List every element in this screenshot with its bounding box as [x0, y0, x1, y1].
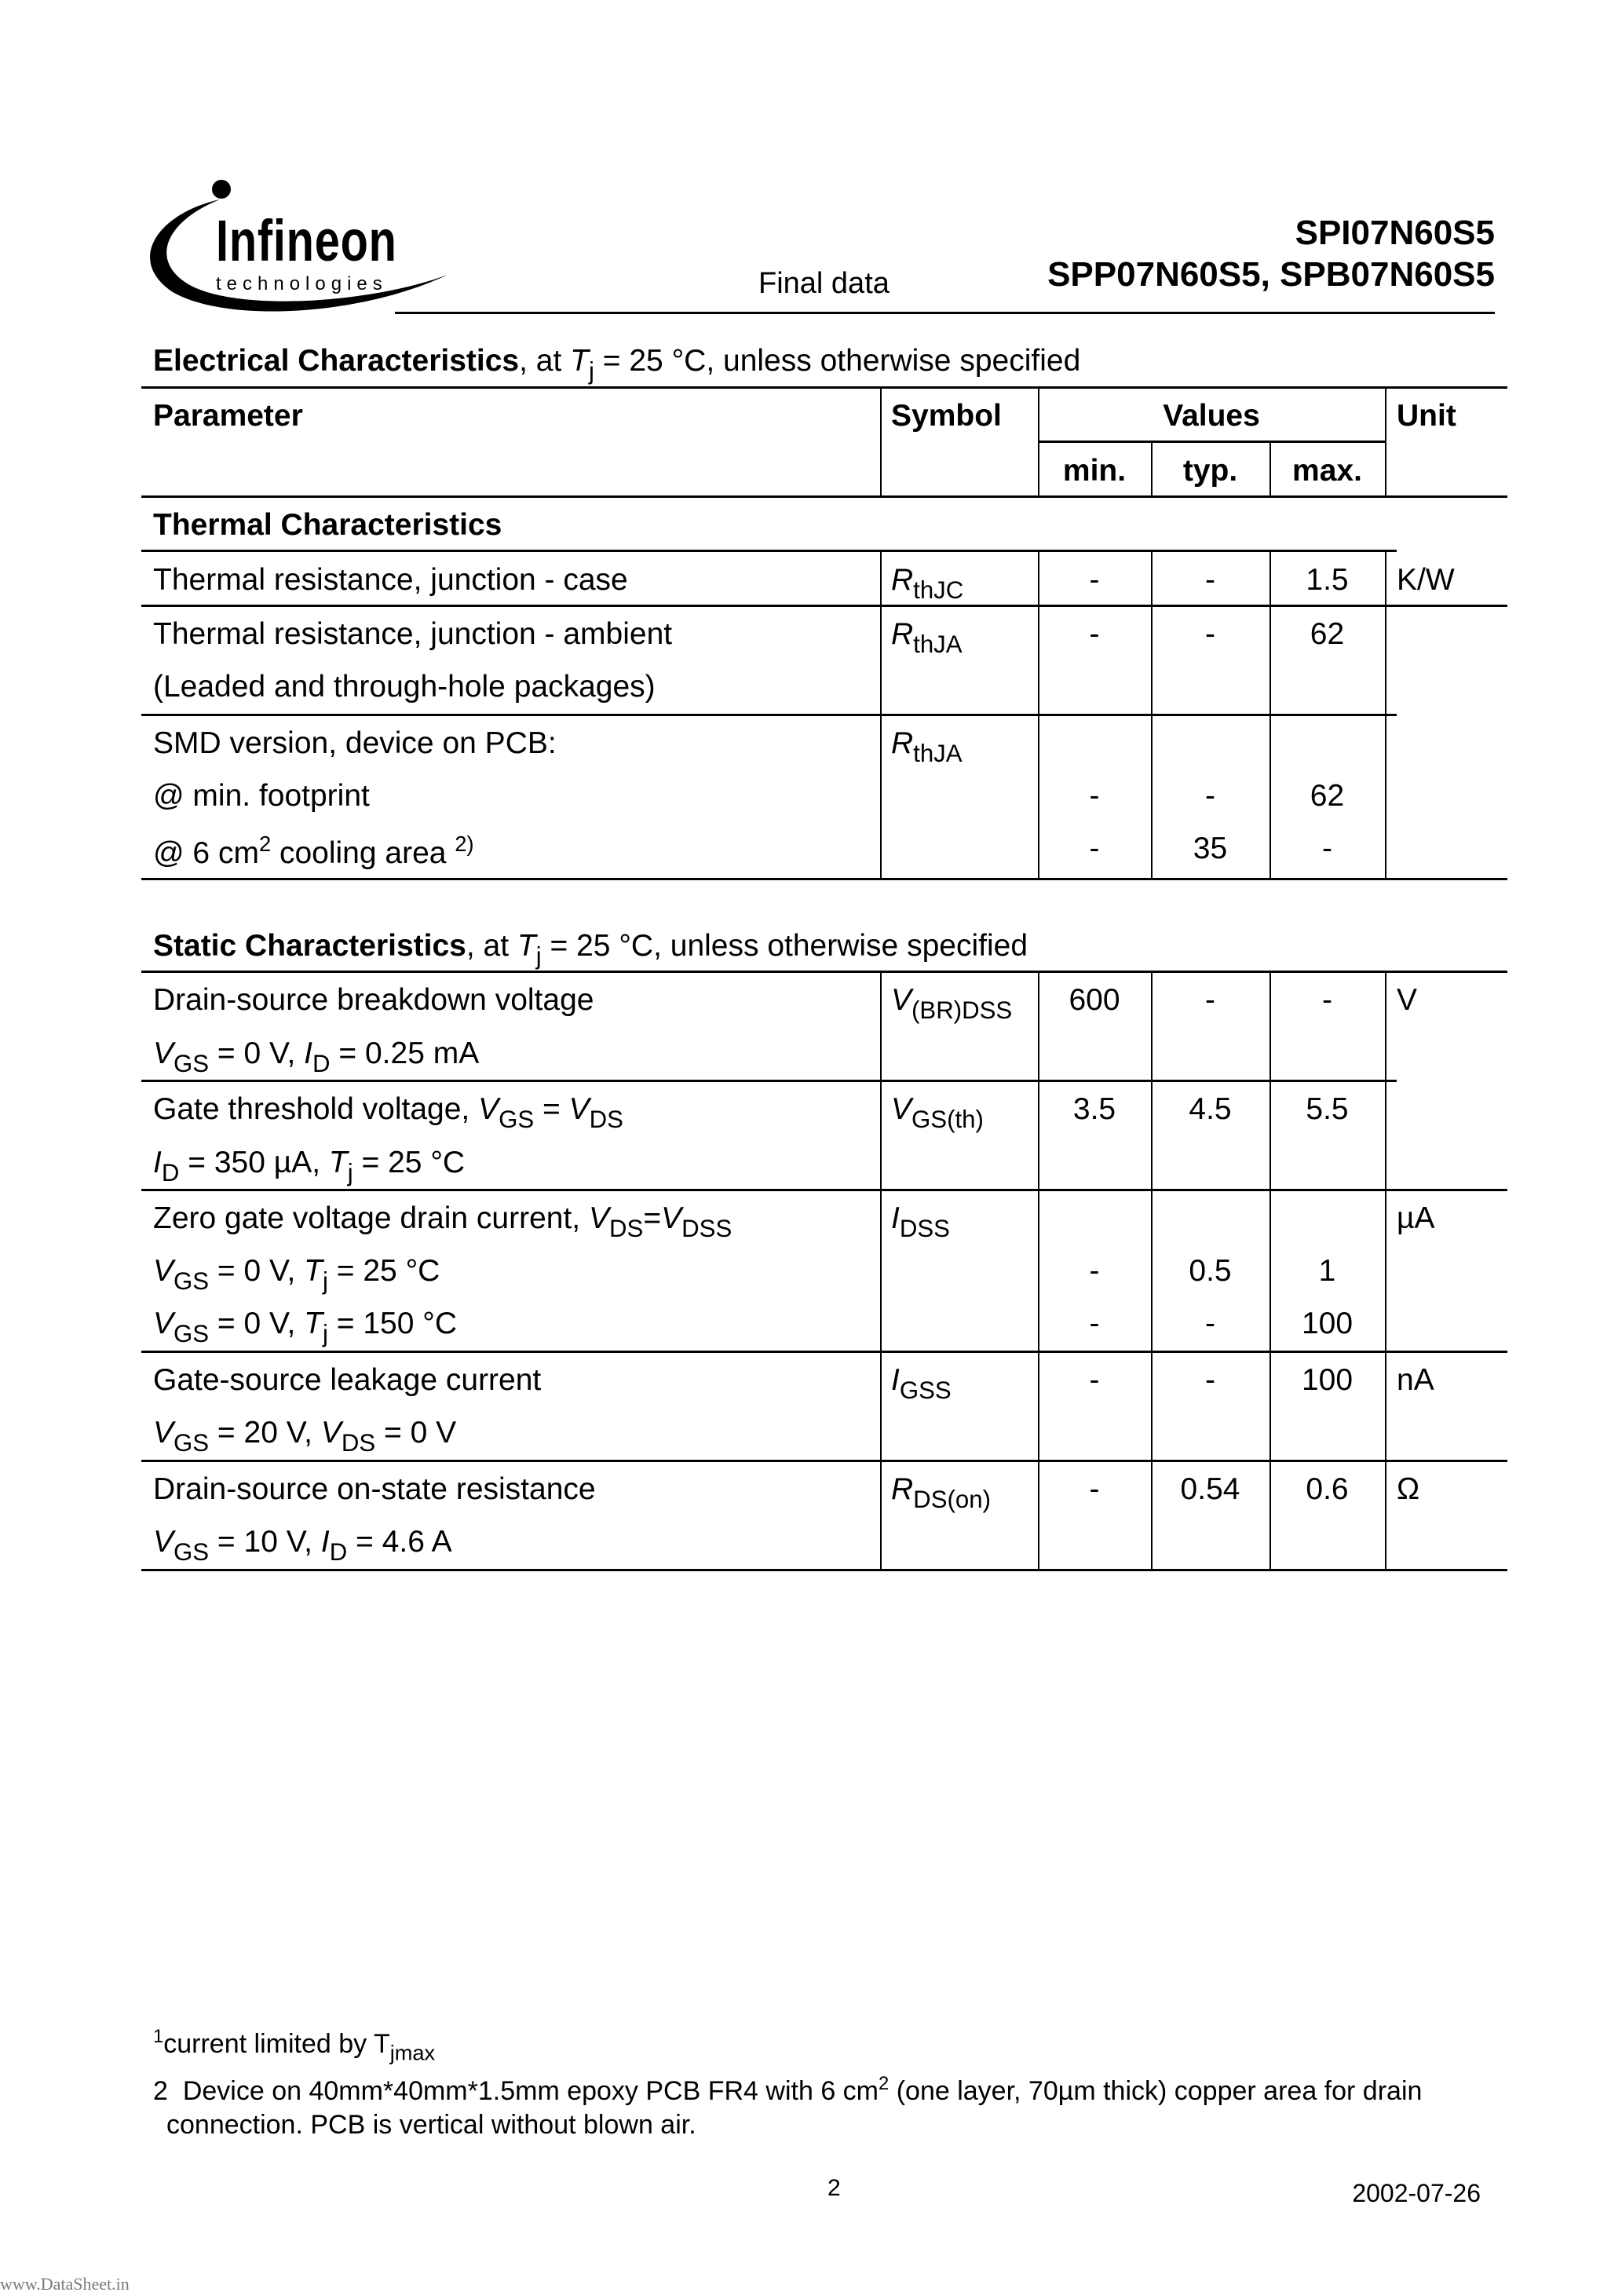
symbol-cell: $V_{(BR)DSS}$	[891, 983, 1013, 1024]
part-number-line1: SPI07N60S5	[1295, 214, 1495, 252]
header-rule	[395, 312, 1495, 314]
max-cell: -	[1322, 832, 1332, 865]
footnote-2: 2 Device on 40mm*40mm*1.5mm epoxy PCB FR4 with 6 $cm^2$ (one layer, 70µm thick) copper area for drain	[153, 2073, 1423, 2107]
param-text: Drain-source breakdown voltage	[153, 983, 594, 1017]
max-cell: 100	[1301, 1307, 1353, 1340]
min-cell: 3.5	[1072, 1092, 1116, 1126]
table-rule	[141, 971, 1507, 973]
param-condition: $I_D = 350$ µA, $T_j = 25$ °C	[153, 1146, 466, 1186]
max-cell: 62	[1310, 617, 1345, 651]
param-text: Thermal resistance, junction - case	[153, 563, 628, 597]
unit-cell: Ω	[1397, 1472, 1420, 1506]
table-rule	[1385, 386, 1386, 496]
infineon-logo	[133, 174, 463, 324]
table-rule	[141, 605, 1507, 607]
typ-cell: 0.5	[1189, 1254, 1232, 1288]
document-status: Final data	[758, 267, 890, 300]
table-rule	[141, 386, 1507, 389]
footnote-1: $^1$current limited by $T_{jmax}$	[153, 2026, 436, 2065]
table-rule	[1269, 550, 1271, 878]
min-cell: 600	[1069, 983, 1120, 1017]
col-header-parameter: Parameter	[153, 399, 303, 433]
table-rule	[141, 550, 1397, 552]
param-text: @ 6 $cm^2$ cooling area $^{2)}$	[153, 832, 474, 870]
min-cell: -	[1089, 563, 1100, 597]
param-text: @ min. footprint	[153, 779, 370, 813]
table-rule	[141, 714, 1397, 716]
param-condition: $V_{GS} = 0$ V, $I_D = 0.25$ mA	[153, 1036, 480, 1077]
table-rule	[141, 1351, 1507, 1353]
section-heading-thermal: Thermal Characteristics	[153, 508, 502, 542]
table-rule	[1038, 441, 1385, 443]
min-cell: -	[1089, 617, 1100, 651]
table-rule	[880, 386, 882, 496]
min-cell: -	[1089, 832, 1100, 865]
part-number-line2: SPP07N60S5, SPB07N60S5	[1047, 255, 1495, 294]
symbol-cell: $R_{thJA}$	[891, 617, 963, 658]
watermark: www.DataSheet.in	[0, 2274, 130, 2294]
document-date: 2002-07-26	[1352, 2179, 1481, 2207]
symbol-cell: $I_{GSS}$	[891, 1363, 952, 1404]
param-text: Zero gate voltage drain current, $V_{DS}=V_{DSS}$	[153, 1201, 732, 1242]
max-cell: -	[1322, 983, 1332, 1017]
min-cell: -	[1089, 1363, 1100, 1397]
typ-cell: -	[1205, 779, 1215, 813]
table-rule	[141, 1189, 1507, 1191]
static-title: Static Characteristics, at $T_j = 25$ °C, unless otherwise specified	[153, 929, 1028, 970]
unit-cell: nA	[1397, 1363, 1434, 1397]
param-text: SMD version, device on PCB:	[153, 726, 557, 760]
unit-cell: K/W	[1397, 563, 1455, 597]
table-rule	[1385, 971, 1386, 1569]
min-cell: -	[1089, 1307, 1100, 1340]
typ-cell: -	[1205, 563, 1215, 597]
param-condition: $V_{GS} = 20$ V, $V_{DS} = 0$ V	[153, 1416, 457, 1457]
col-header-values: Values	[1163, 399, 1260, 433]
param-text: (Leaded and through-hole packages)	[153, 670, 656, 704]
table-rule	[1151, 550, 1153, 878]
max-cell: 100	[1301, 1363, 1353, 1397]
typ-cell: -	[1205, 983, 1215, 1017]
logo-subtitle: technologies	[216, 273, 388, 294]
min-cell: -	[1089, 1254, 1100, 1288]
symbol-cell: $V_{GS(th)}$	[891, 1092, 984, 1133]
col-header-unit: Unit	[1397, 399, 1456, 433]
param-text: Gate threshold voltage, $V_{GS} = V_{DS}$	[153, 1092, 623, 1133]
col-header-typ: typ.	[1182, 454, 1238, 488]
table-rule	[1038, 550, 1039, 878]
symbol-cell: $R_{DS(on)}$	[891, 1472, 991, 1513]
table-rule	[880, 550, 882, 878]
col-header-max: max.	[1292, 454, 1362, 488]
max-cell: 5.5	[1306, 1092, 1349, 1126]
table-rule	[141, 1080, 1397, 1082]
page-number: 2	[827, 2175, 841, 2201]
table-rule	[141, 495, 1507, 498]
max-cell: 1.5	[1306, 563, 1349, 597]
col-header-symbol: Symbol	[891, 399, 1002, 433]
max-cell: 62	[1310, 779, 1345, 813]
unit-cell: µA	[1397, 1201, 1435, 1235]
typ-cell: 4.5	[1189, 1092, 1232, 1126]
param-text: Thermal resistance, junction - ambient	[153, 617, 673, 651]
param-condition: $V_{GS} = 0$ V, $T_j = 25$ °C	[153, 1254, 440, 1295]
typ-cell: -	[1205, 1363, 1215, 1397]
param-condition: $V_{GS} = 0$ V, $T_j = 150$ °C	[153, 1307, 458, 1347]
max-cell: 0.6	[1306, 1472, 1349, 1506]
col-header-min: min.	[1062, 454, 1127, 488]
table-rule	[880, 971, 882, 1569]
max-cell: 1	[1318, 1254, 1336, 1288]
typ-cell: 0.54	[1180, 1472, 1240, 1506]
typ-cell: -	[1205, 1307, 1215, 1340]
symbol-cell: $R_{thJA}$	[891, 726, 963, 767]
table-rule	[141, 1460, 1507, 1462]
logo-name: Infineon	[216, 208, 397, 273]
param-condition: $V_{GS} = 10$ V, $I_D = 4.6$ A	[153, 1525, 452, 1566]
min-cell: -	[1089, 1472, 1100, 1506]
param-text: Gate-source leakage current	[153, 1363, 542, 1397]
typ-cell: -	[1205, 617, 1215, 651]
table-rule	[1385, 550, 1386, 878]
min-cell: -	[1089, 779, 1100, 813]
symbol-cell: $I_{DSS}$	[891, 1201, 950, 1242]
table-rule	[141, 878, 1507, 880]
unit-cell: V	[1397, 983, 1418, 1017]
symbol-cell: $R_{thJC}$	[891, 563, 964, 604]
table-rule	[141, 1569, 1507, 1571]
electrical-title: Electrical Characteristics, at $T_j = 25$ °C, unless otherwise specified	[153, 344, 1081, 385]
footnote-2-line2: connection. PCB is vertical without blown air.	[166, 2110, 696, 2140]
typ-cell: 35	[1193, 832, 1228, 865]
param-text: Drain-source on-state resistance	[153, 1472, 596, 1506]
